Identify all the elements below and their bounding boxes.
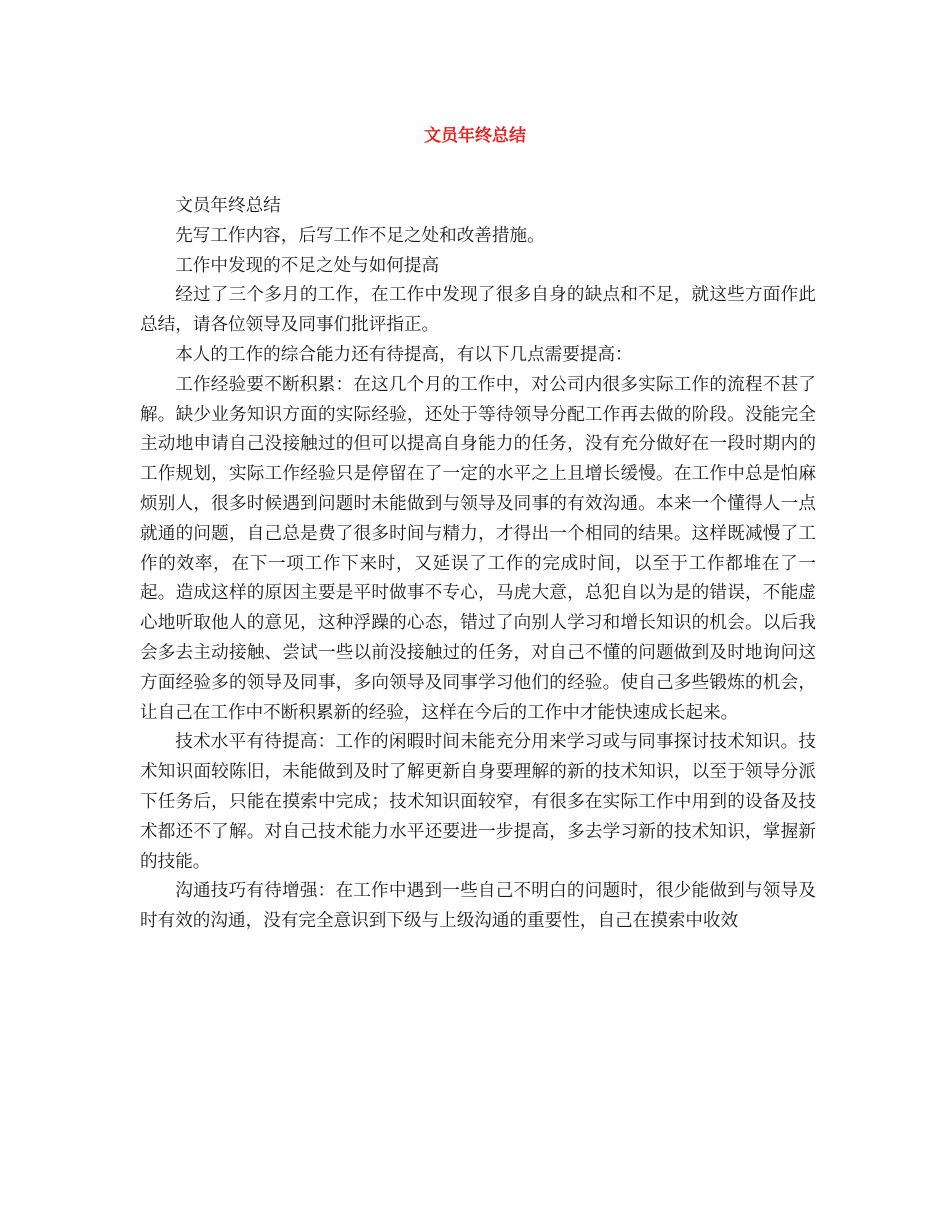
document-body (140, 192, 816, 937)
paragraph-heading: 文员年终总结 (175, 196, 281, 216)
paragraph: 工作经验要不断积累：在这几个月的工作中，对公司内很多实际工作的流程不甚了解。缺少业务知识方面的实际经验，还处于等待领导分配工作再去做的阶段。没能完全主动地申请自己没接触过的但可以提高自身能力的任务，没有充分做好在一段时期内的工作规划，实际工作经验只是停留在了一定的水平之上且增长缓慢。在工作中总是怕麻烦别人，很多时候遇到问题时未能做到与领导及同事的有效沟通。本来一个懂得人一点就通的问题，自己总是费了很多时间与精力，才得出一个相同的结果。这样既减慢了工作的效率，在下一项工作下来时，又延误了工作的完成时间，以至于工作都堆在了一起。造成这样的原因主要是平时做事不专心，马虎大意，总犯自以为是的错误，不能虚心地听取他人的意见，这种浮躁的心态，错过了向别人学习和增长知识的机会。以后我会多去主动接触、尝试一些以前没接触过的任务，对自己不懂的问题做到及时地询问这方面经验多的领导及同事，多向领导及同事学习他们的经验。使自己多些锻炼的机会，让自己在工作中不断积累新的经验，这样在今后的工作中才能快速成长起来。 (140, 374, 816, 723)
paragraph: 本人的工作的综合能力还有待提高，有以下几点需要提高： (175, 344, 633, 365)
paragraph: 技术水平有待提高：工作的闲暇时间未能充分用来学习或与同事探讨技术知识。技术知识面较陈旧，未能做到及时了解更新自身要理解的新的技术知识，以至于领导分派下任务后，只能在摸索中完成；技术知识面较窄，有很多在实际工作中用到的设备及技术都还不了解。对自己技术能力水平还要进一步提高，多去学习新的技术知识，掌握新的技能。 (140, 732, 816, 872)
paragraph: 工作中发现的不足之处与如何提高 (175, 255, 440, 276)
paragraph: 沟通技巧有待增强：在工作中遇到一些自己不明白的问题时，很少能做到与领导及时有效的沟通，没有完全意识到下级与上级沟通的重要性，自己在摸索中收效 (140, 881, 816, 932)
paragraph: 先写工作内容，后写工作不足之处和改善措施。 (175, 225, 545, 246)
paragraph: 经过了三个多月的工作，在工作中发现了很多自身的缺点和不足，就这些方面作此总结，请各位领导及同事们批评指正。 (140, 285, 816, 336)
document-title: 文员年终总结 (424, 126, 526, 146)
